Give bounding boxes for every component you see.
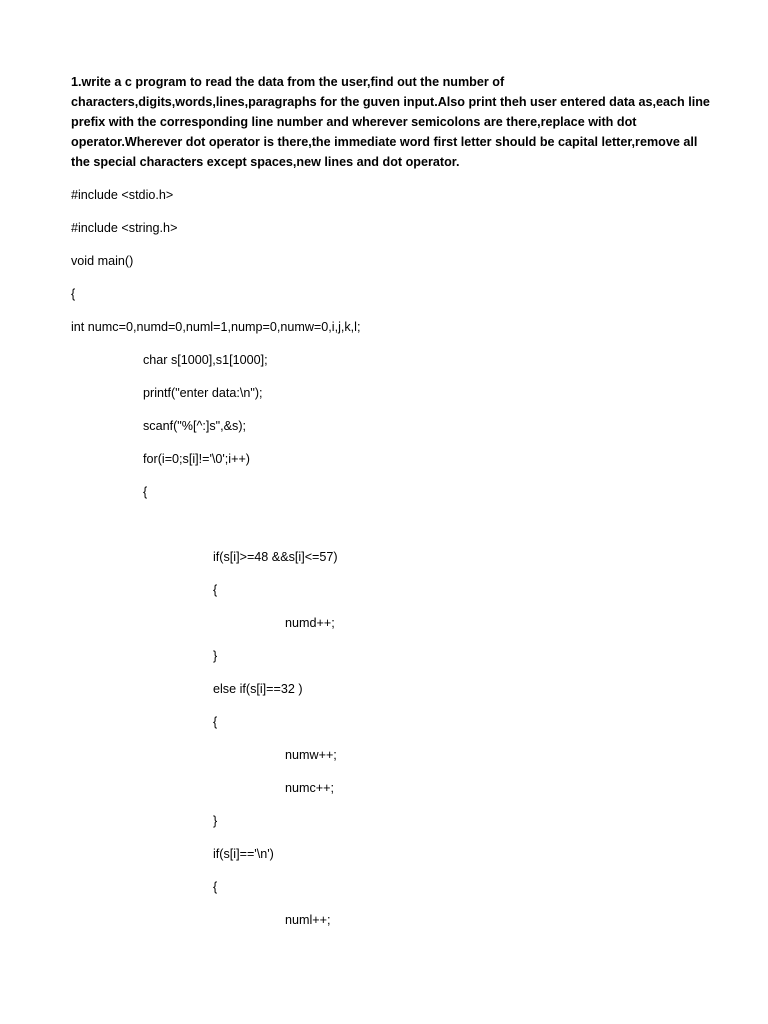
code-line: scanf("%[^:]s",&s); xyxy=(143,419,247,433)
question-line: operator.Wherever dot operator is there,the immediate word first letter should be capital letter,remove all xyxy=(71,135,698,149)
question-line: characters,digits,words,lines,paragraphs for the guven input.Also print theh user entered data as,each line xyxy=(71,95,710,109)
code-line: { xyxy=(71,287,76,301)
code-line: { xyxy=(143,485,148,499)
code-line: } xyxy=(213,649,218,663)
question-line: prefix with the corresponding line number and wherever semicolons are there,replace with dot xyxy=(71,115,637,129)
code-line: if(s[i]=='\n') xyxy=(213,847,274,861)
code-line: } xyxy=(213,814,218,828)
question-line: the special characters except spaces,new lines and dot operator. xyxy=(71,155,460,169)
code-line: #include <stdio.h> xyxy=(71,188,174,202)
code-line: { xyxy=(213,880,218,894)
code-line: int numc=0,numd=0,numl=1,nump=0,numw=0,i,j,k,l; xyxy=(71,320,361,334)
question-text xyxy=(71,72,710,172)
code-line: for(i=0;s[i]!='\0';i++) xyxy=(143,452,251,466)
code-line: if(s[i]>=48 &&s[i]<=57) xyxy=(213,550,338,564)
code-line: numl++; xyxy=(285,913,331,927)
code-line: numw++; xyxy=(285,748,337,762)
code-line: char s[1000],s1[1000]; xyxy=(143,353,268,367)
code-line: numc++; xyxy=(285,781,335,795)
code-line: void main() xyxy=(71,254,134,268)
code-line: { xyxy=(213,715,218,729)
code-line: numd++; xyxy=(285,616,335,630)
question-line: 1.write a c program to read the data from the user,find out the number of xyxy=(71,75,505,89)
code-line: printf("enter data:\n"); xyxy=(143,386,263,400)
code-line: { xyxy=(213,583,218,597)
code-line: #include <string.h> xyxy=(71,221,178,235)
code-line: else if(s[i]==32 ) xyxy=(213,682,303,696)
